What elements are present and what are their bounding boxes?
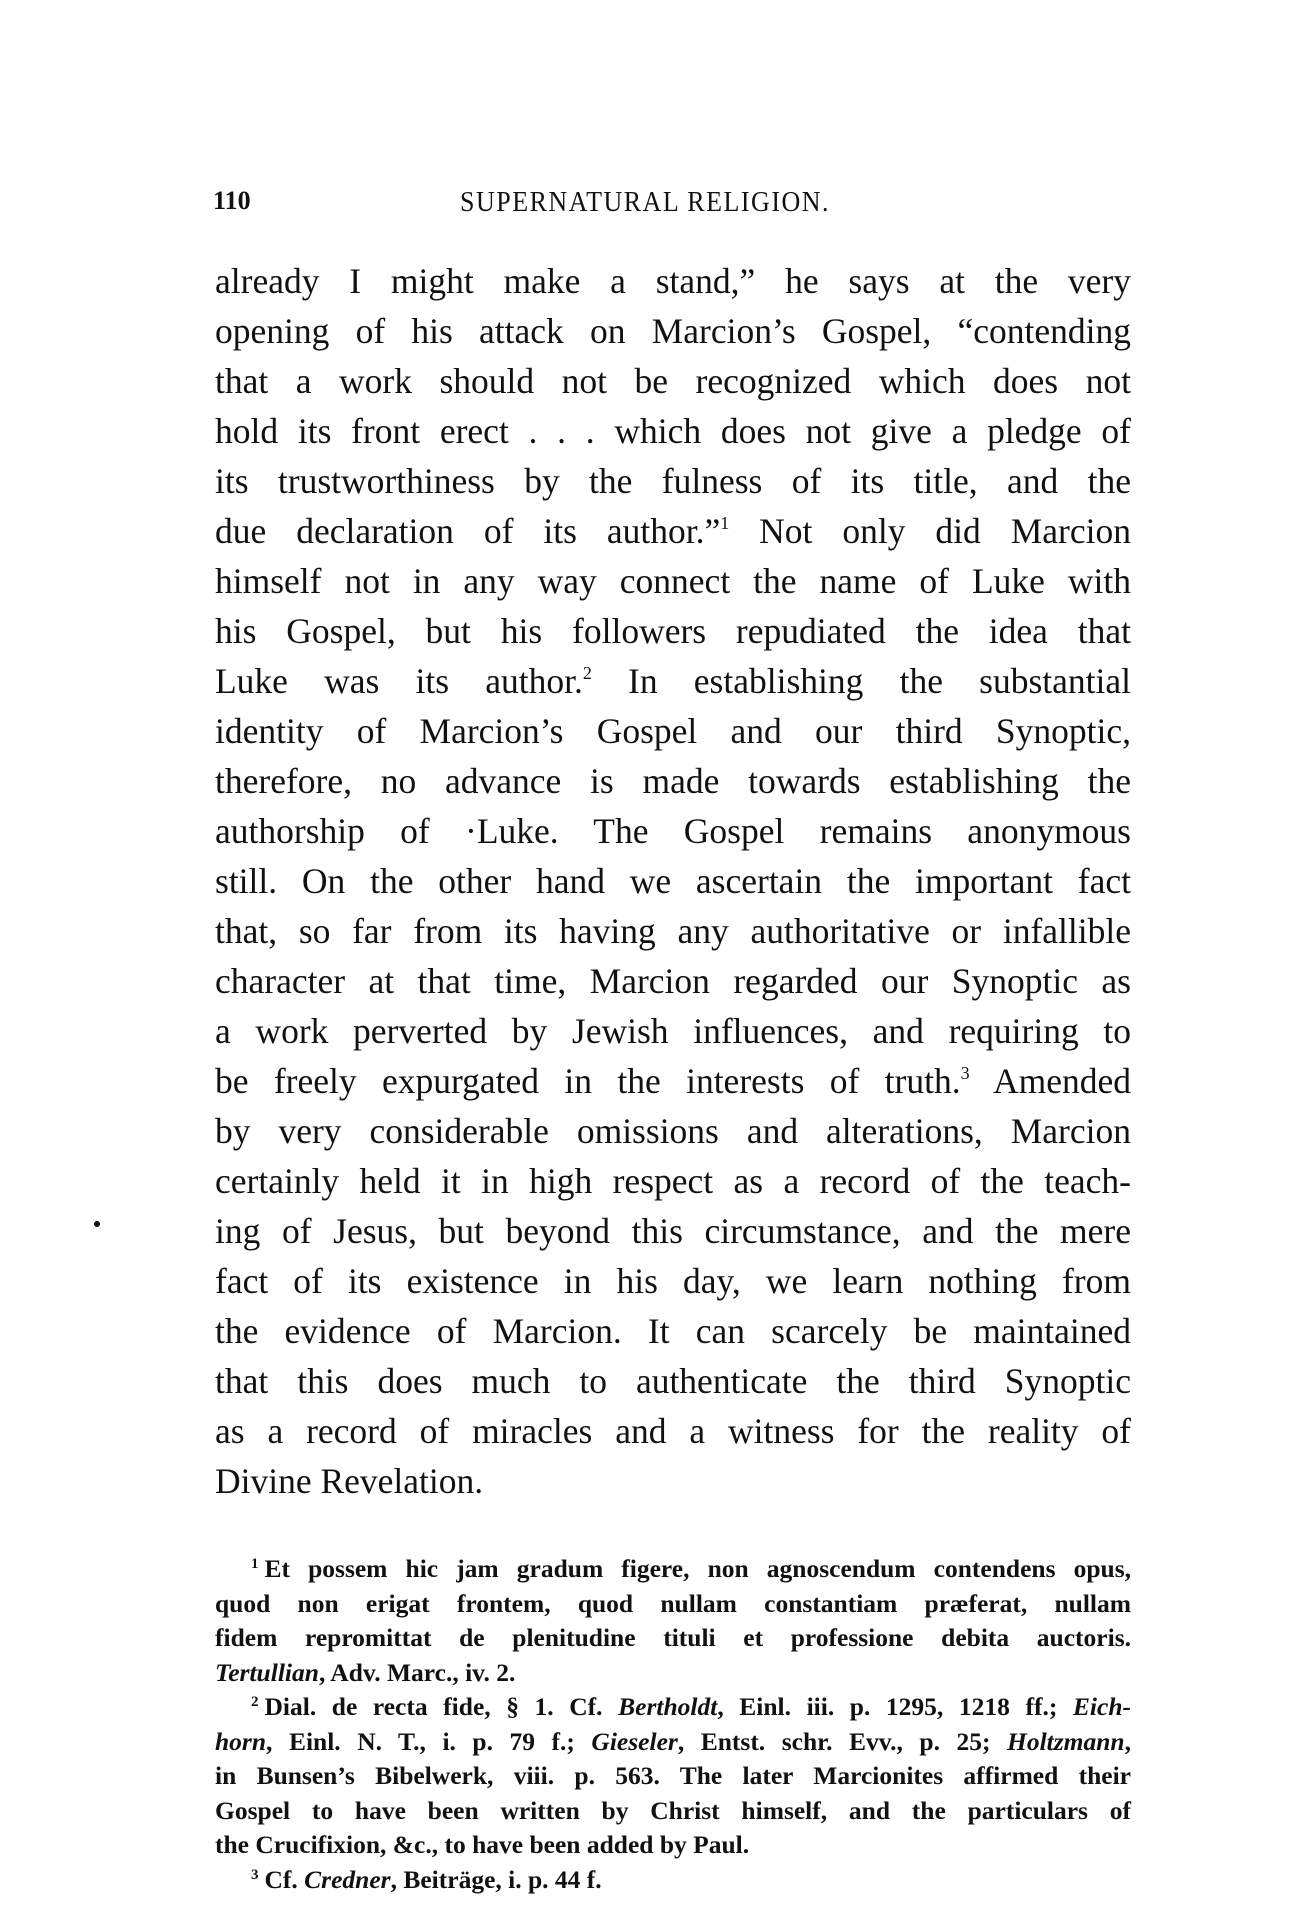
page-header — [213, 186, 1130, 216]
footnote-3-line: $^3$ Cf. Credner, Beiträge, i. p. 44 f. — [251, 1864, 602, 1894]
body-line: hold its front erect . . . which does not give a pledge of — [215, 411, 1131, 451]
body-line: as a record of miracles and a witness for the reality of — [215, 1411, 1131, 1451]
body-line: identity of Marcion’s Gospel and our third Synoptic, — [215, 711, 1131, 751]
body-line: character at that time, Marcion regarded our Synoptic as — [215, 961, 1131, 1001]
cited-author: Bertholdt — [618, 1692, 718, 1721]
body-line: the evidence of Marcion. It can scarcely be maintained — [215, 1311, 1131, 1351]
body-line: ing of Jesus, but beyond this circumstance, and the mere — [215, 1211, 1131, 1251]
margin-dot-mark — [94, 1221, 100, 1227]
body-line: already I might make a stand,” he says at the very — [215, 261, 1131, 301]
footnote-marker: 1 — [251, 1556, 259, 1572]
footnotes — [215, 1552, 1131, 1897]
footnote-1-line: quod non erigat frontem, quod nullam constantiam præferat, nullam — [215, 1588, 1131, 1618]
body-line: a work perverted by Jewish influences, and requiring to — [215, 1011, 1131, 1051]
body-line: his Gospel, but his followers repudiated the idea that — [215, 611, 1131, 651]
cited-author: Gieseler — [591, 1726, 678, 1756]
body-line: that, so far from its having any authoritative or infallible — [215, 911, 1131, 951]
footnote-2-line: in Bunsen’s Bibelwerk, viii. p. 563. The later Marcionites affirmed their — [215, 1761, 1131, 1790]
body-line: due declaration of its author.”$^1$ Not only did Marcion — [215, 511, 1131, 551]
footnote-2-line: Gospel to have been written by Christ himself, and the particulars of — [215, 1795, 1131, 1825]
footnote-2-line: horn, Einl. N. T., i. p. 79 f.; Gieseler, Entst. schr. Evv., p. 25; Holtzmann, — [215, 1726, 1131, 1756]
body-line: therefore, no advance is made towards establishing the — [215, 761, 1131, 801]
cited-author: Eich- — [1072, 1692, 1131, 1721]
footnote-2-line: the Crucifixion, &c., to have been added by Paul. — [215, 1830, 750, 1859]
cited-author: Tertullian — [215, 1657, 319, 1687]
cited-author: Holtzmann — [1006, 1726, 1125, 1756]
body-line: himself not in any way connect the name of Luke with — [215, 561, 1131, 601]
body-line: Luke was its author.$^2$ In establishing the substantial — [215, 661, 1131, 701]
footnote-reference[interactable]: 2 — [582, 663, 592, 683]
running-title: SUPERNATURAL RELIGION. — [460, 186, 831, 218]
body-line: be freely expurgated in the interests of truth.$^3$ Amended — [215, 1061, 1131, 1101]
body-line: opening of his attack on Marcion’s Gospel, “contending — [215, 311, 1131, 351]
body-line: still. On the other hand we ascertain the important fact — [215, 861, 1131, 901]
footnote-marker: 3 — [251, 1866, 259, 1883]
footnote-1-line: Tertullian, Adv. Marc., iv. 2. — [215, 1657, 516, 1687]
body-line: by very considerable omissions and alterations, Marcion — [215, 1111, 1131, 1151]
body-text — [215, 256, 1131, 1506]
body-line: certainly held it in high respect as a record of the teach- — [215, 1161, 1131, 1201]
footnote-marker: 2 — [251, 1694, 259, 1710]
body-line: fact of its existence in his day, we learn nothing from — [215, 1261, 1131, 1301]
body-line: authorship of ·Luke. The Gospel remains anonymous — [215, 811, 1131, 851]
body-line: that this does much to authenticate the third Synoptic — [215, 1361, 1131, 1401]
page-number: 110 — [213, 186, 251, 215]
footnote-reference[interactable]: 3 — [960, 1063, 970, 1083]
cited-author: Credner — [304, 1864, 391, 1894]
cited-author: horn — [215, 1726, 267, 1756]
footnote-2-line: $^2$ Dial. de recta fide, § 1. Cf. Bertholdt, Einl. iii. p. 1295, 1218 ff.; Eich- — [251, 1692, 1131, 1721]
body-line: that a work should not be recognized which does not — [215, 361, 1131, 401]
footnote-1-line: fidem repromittat de plenitudine tituli et professione debita auctoris. — [215, 1623, 1131, 1652]
body-line: Divine Revelation. — [215, 1461, 484, 1501]
footnote-1-line: $^1$ Et possem hic jam gradum figere, non agnoscendum contendens opus, — [251, 1554, 1131, 1583]
footnote-reference[interactable]: 1 — [720, 513, 730, 533]
body-line: its trustworthiness by the fulness of its title, and the — [215, 461, 1131, 501]
